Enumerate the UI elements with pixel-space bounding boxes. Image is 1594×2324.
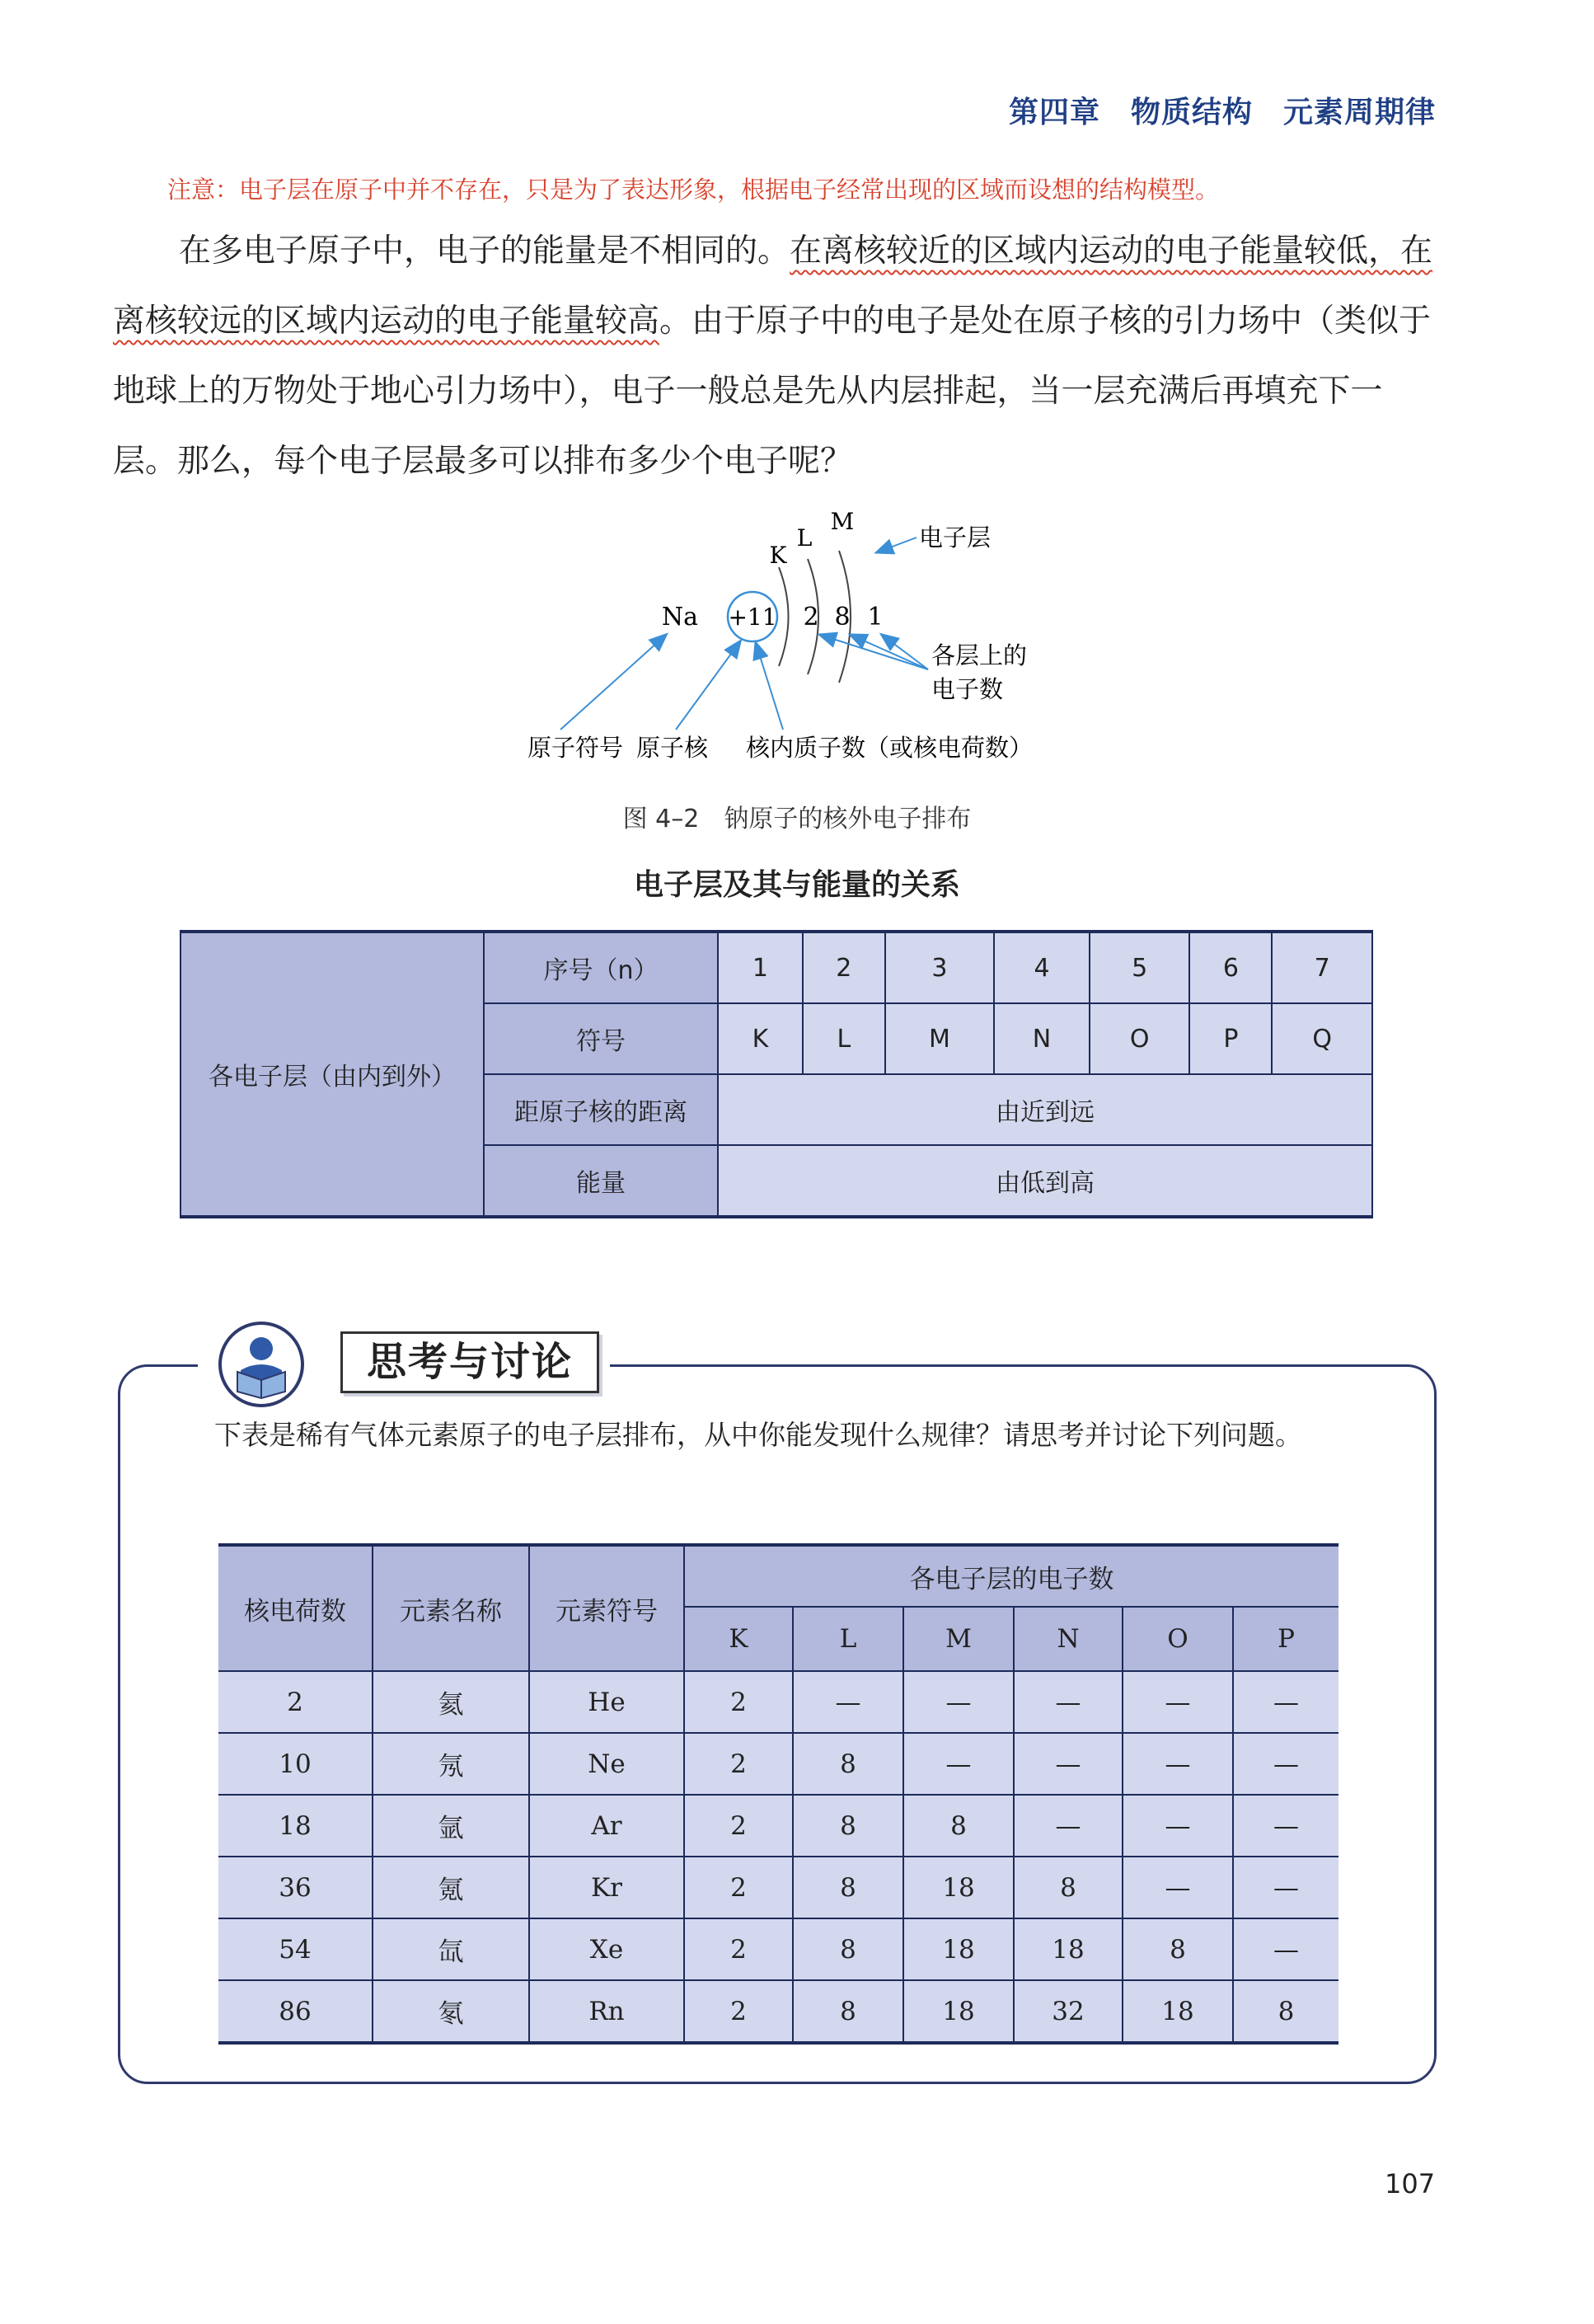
table-cell: 86 <box>218 1980 373 2043</box>
n-value: 5 <box>1090 932 1189 1003</box>
table-cell: 18 <box>903 1918 1014 1980</box>
shell-symbol: O <box>1090 1003 1189 1074</box>
table-cell: 2 <box>684 1795 793 1857</box>
shell-header: L <box>793 1607 903 1671</box>
reader-icon <box>216 1319 307 1410</box>
shell-header: N <box>1014 1607 1123 1671</box>
note-text: 注意：电子层在原子中并不存在，只是为了表达形象，根据电子经常出现的区域而设想的结构模型。 <box>167 176 1220 204</box>
noble-gas-table-body <box>218 1671 1338 2043</box>
discussion-text: 下表是稀有气体元素原子的电子层排布，从中你能发现什么规律？请思考并讨论下列问题。 <box>214 1419 1302 1451</box>
table-cell: 18 <box>1123 1980 1233 2043</box>
table-cell: 54 <box>218 1918 373 1980</box>
paragraph-part1: 在多电子原子中，电子的能量是不相同的。 <box>179 232 790 270</box>
label-counts-2: 电子数 <box>931 675 1004 703</box>
shell-label-l: L <box>796 524 813 552</box>
table-cell: 8 <box>793 1918 903 1980</box>
energy-table <box>180 930 1373 1218</box>
shell-symbol: K <box>718 1003 803 1074</box>
table-cell: 2 <box>684 1918 793 1980</box>
table-cell: 氪 <box>373 1857 529 1918</box>
row-group-label: 各电子层（由内到外） <box>180 932 484 1217</box>
arrow-shells <box>877 538 917 552</box>
arrow-protons <box>756 643 783 730</box>
distance-value: 由近到远 <box>718 1074 1372 1145</box>
table-cell: 18 <box>903 1857 1014 1918</box>
table-cell: 8 <box>793 1733 903 1795</box>
figure-caption: 图 4–2 钠原子的核外电子排布 <box>622 805 972 833</box>
table-cell: — <box>793 1671 903 1733</box>
row-label-distance: 距原子核的距离 <box>484 1074 718 1145</box>
shell-symbol: P <box>1189 1003 1272 1074</box>
noble-gas-table <box>218 1543 1338 2045</box>
shell-symbol: M <box>885 1003 994 1074</box>
shell-symbol: N <box>994 1003 1090 1074</box>
n-value: 3 <box>885 932 994 1003</box>
table-cell: 2 <box>684 1671 793 1733</box>
n-value: 6 <box>1189 932 1272 1003</box>
table-cell: 2 <box>218 1671 373 1733</box>
table-row <box>218 1857 1338 1918</box>
shell-symbol: L <box>803 1003 885 1074</box>
table-cell: 2 <box>684 1733 793 1795</box>
table-cell: Rn <box>529 1980 684 2043</box>
arrow-count-k <box>820 635 928 669</box>
table-cell: — <box>1233 1918 1338 1980</box>
header-name: 元素名称 <box>373 1545 529 1671</box>
table-cell: 氙 <box>373 1918 529 1980</box>
label-counts-1: 各层上的 <box>931 641 1028 669</box>
table-cell: 8 <box>1233 1980 1338 2043</box>
table-cell: Kr <box>529 1857 684 1918</box>
table-cell: — <box>1233 1857 1338 1918</box>
table-cell: — <box>1233 1733 1338 1795</box>
sodium-atom-diagram <box>445 503 1121 783</box>
table-cell: 氦 <box>373 1671 529 1733</box>
label-nucleus: 原子核 <box>636 734 709 762</box>
shell-count-k: 2 <box>803 603 819 631</box>
table-cell: 氡 <box>373 1980 529 2043</box>
shell-header: O <box>1123 1607 1233 1671</box>
shell-count-l: 8 <box>834 603 851 631</box>
shell-header: M <box>903 1607 1014 1671</box>
table-cell: — <box>1123 1671 1233 1733</box>
table-cell: He <box>529 1671 684 1733</box>
table-cell: Ne <box>529 1733 684 1795</box>
table-cell: 氩 <box>373 1795 529 1857</box>
table-cell: 8 <box>903 1795 1014 1857</box>
table-cell: 8 <box>793 1857 903 1918</box>
chapter-header: 第四章 物质结构 元素周期律 <box>1008 96 1436 129</box>
table-cell: 32 <box>1014 1980 1123 2043</box>
table-cell: — <box>1123 1733 1233 1795</box>
shell-header: P <box>1233 1607 1338 1671</box>
table-cell: — <box>1014 1733 1123 1795</box>
table-cell: — <box>1123 1857 1233 1918</box>
table-cell: 18 <box>1014 1918 1123 1980</box>
n-value: 4 <box>994 932 1090 1003</box>
table-cell: — <box>903 1733 1014 1795</box>
table-row <box>218 1918 1338 1980</box>
energy-table-title: 电子层及其与能量的关系 <box>633 868 960 902</box>
table-row <box>218 1671 1338 1733</box>
shell-arc-k <box>779 567 789 666</box>
table-cell: 8 <box>793 1795 903 1857</box>
label-protons: 核内质子数（或核电荷数） <box>746 734 1034 762</box>
row-label-energy: 能量 <box>484 1145 718 1217</box>
shell-label-m: M <box>830 508 855 535</box>
header-charge: 核电荷数 <box>218 1545 373 1671</box>
shell-count-m: 1 <box>867 603 884 631</box>
shell-header: K <box>684 1607 793 1671</box>
table-cell: 18 <box>903 1980 1014 2043</box>
table-cell: 10 <box>218 1733 373 1795</box>
header-symbol: 元素符号 <box>529 1545 684 1671</box>
atom-symbol: Na <box>661 603 699 631</box>
nucleus-charge: +11 <box>728 603 777 631</box>
header-shells: 各电子层的电子数 <box>684 1545 1338 1607</box>
table-cell: Ar <box>529 1795 684 1857</box>
table-cell: — <box>1233 1671 1338 1733</box>
table-cell: — <box>1233 1795 1338 1857</box>
label-atom-symbol: 原子符号 <box>527 734 624 762</box>
table-cell: 36 <box>218 1857 373 1918</box>
shell-symbol: Q <box>1272 1003 1372 1074</box>
shell-label-k: K <box>769 542 787 569</box>
table-cell: 8 <box>793 1980 903 2043</box>
table-row <box>218 1795 1338 1857</box>
row-label-symbol: 符号 <box>484 1003 718 1074</box>
table-cell: — <box>1014 1671 1123 1733</box>
table-cell: — <box>1014 1795 1123 1857</box>
table-cell: 氖 <box>373 1733 529 1795</box>
table-cell: 18 <box>218 1795 373 1857</box>
table-cell: Xe <box>529 1918 684 1980</box>
n-value: 1 <box>718 932 803 1003</box>
paragraph-underlined: 在离核较近的区域内运动的电子能量较低，在离核较远的区域内运动的电子能量较高 <box>113 232 1433 340</box>
arrow-nucleus <box>676 641 740 730</box>
n-value: 2 <box>803 932 885 1003</box>
table-row <box>218 1733 1338 1795</box>
discussion-title: 思考与讨论 <box>340 1331 599 1393</box>
arrow-atom-symbol <box>560 635 666 730</box>
energy-value: 由低到高 <box>718 1145 1372 1217</box>
label-shells: 电子层 <box>919 523 992 552</box>
paragraph-part3: 。由于原子中的电子是处在原子核的引力场中（类似于地球上的万物处于地心引力场中），电子一般总是先从内层排起，当一层充满后再填充下一层。那么，每个电子层最多可以排布多少个电子呢？ <box>113 303 1432 480</box>
n-value: 7 <box>1272 932 1372 1003</box>
table-cell: 2 <box>684 1980 793 2043</box>
table-cell: — <box>1123 1795 1233 1857</box>
table-cell: 8 <box>1014 1857 1123 1918</box>
table-row <box>218 1980 1338 2043</box>
row-label-n: 序号（n） <box>484 932 718 1003</box>
page-number: 107 <box>1385 2168 1436 2200</box>
table-cell: — <box>903 1671 1014 1733</box>
table-cell: 8 <box>1123 1918 1233 1980</box>
table-cell: 2 <box>684 1857 793 1918</box>
body-paragraph <box>113 216 1438 496</box>
